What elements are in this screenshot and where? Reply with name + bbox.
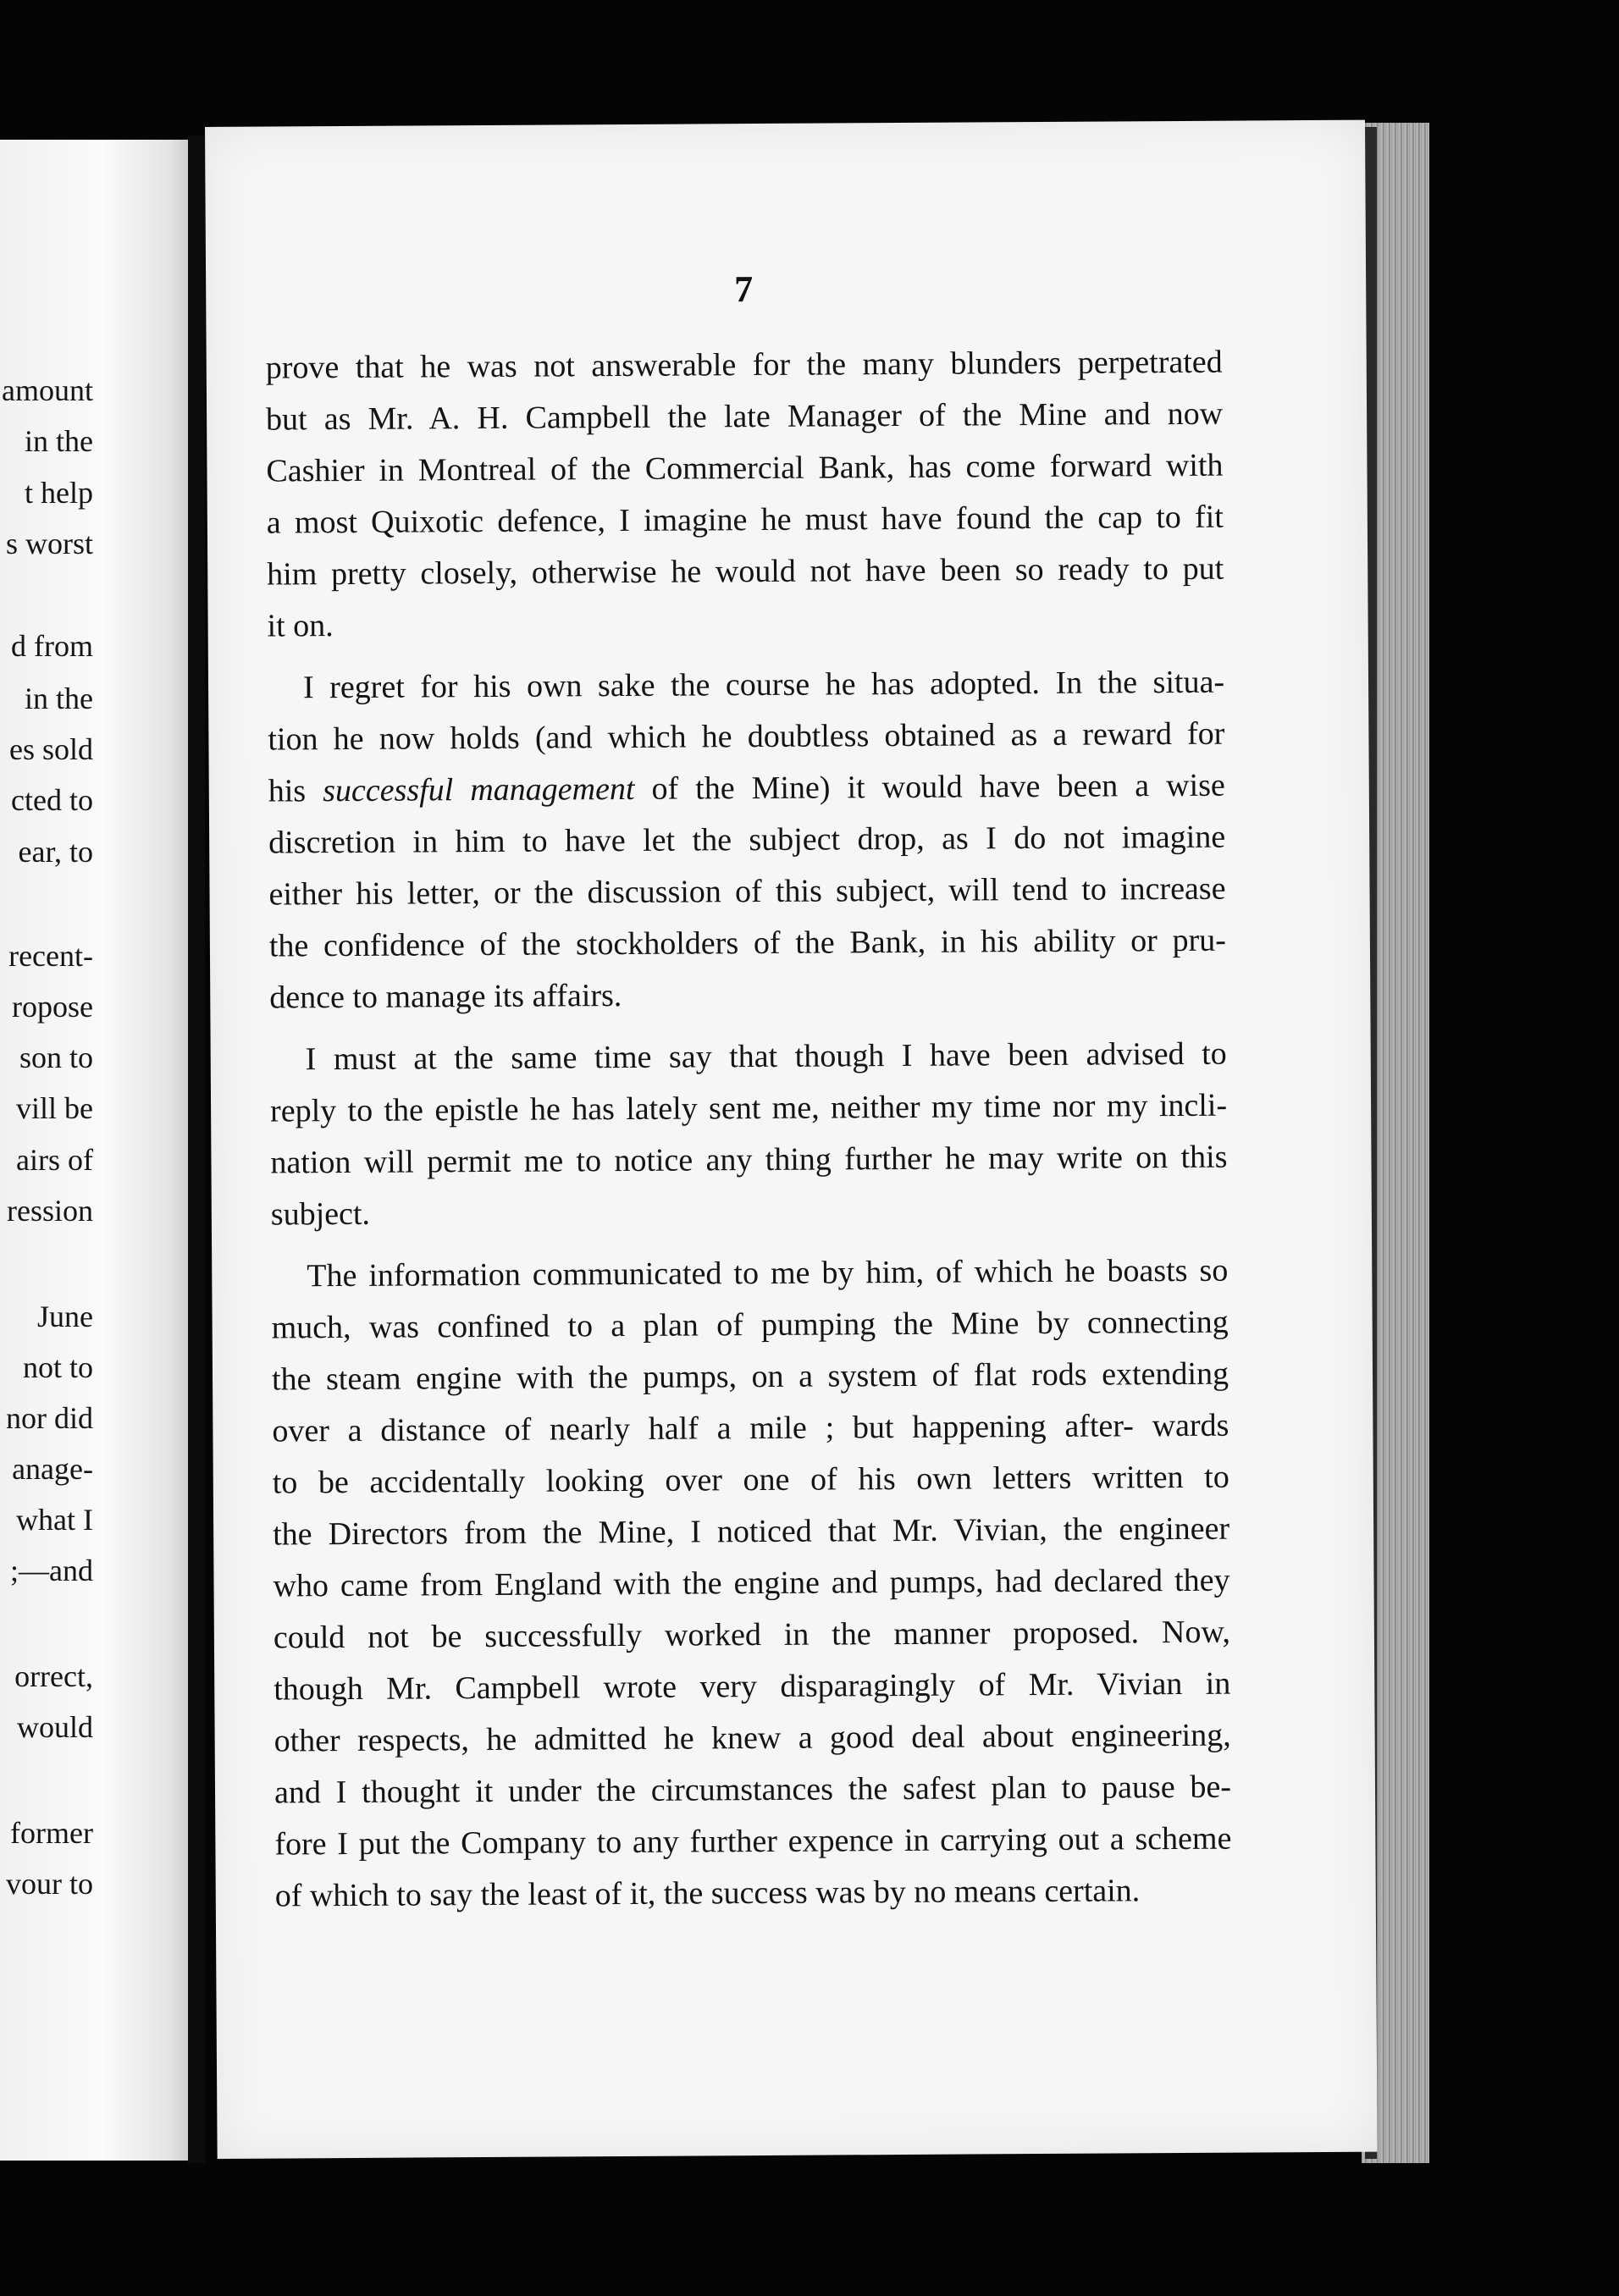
- text-line: the confidence of the stockholders of the Bank, in his ability or pru-: [268, 922, 1227, 964]
- text-line: discretion in him to have let the subject drop, as I do not imagine: [268, 819, 1226, 861]
- text-line: subject.: [270, 1195, 371, 1233]
- left-page-fragment: d from: [11, 629, 93, 663]
- text-line: either his letter, or the discussion of this subject, will tend to increase: [268, 870, 1226, 913]
- left-page-fragment: es sold: [9, 732, 93, 766]
- text-line: The information communicated to me by him, of which he boasts so: [307, 1252, 1229, 1294]
- text-line: and I thought it under the circumstances the safest plan to pause be-: [274, 1769, 1232, 1811]
- text-line: nation will permit me to notice any thing further he may write on this: [270, 1139, 1228, 1181]
- left-page-fragment: anage-: [12, 1452, 93, 1486]
- right-page: [205, 120, 1378, 2159]
- text-run: of the Mine) it would have been a wise: [634, 767, 1225, 807]
- left-page-fragment: ;—and: [10, 1554, 93, 1587]
- left-page-fragment: t help: [25, 476, 93, 510]
- text-line: tion he now holds (and which he doubtless obtained as a reward for: [268, 715, 1225, 758]
- text-line: who came from England with the engine and pumps, had declared they: [273, 1562, 1230, 1604]
- left-page-fragment: what I: [16, 1503, 93, 1537]
- text-line: reply to the epistle he has lately sent me, neither my time nor my incli-: [269, 1087, 1228, 1129]
- left-page-fragment: nor did: [6, 1401, 93, 1435]
- text-line: the Directors from the Mine, I noticed that Mr. Vivian, the engineer: [273, 1510, 1230, 1553]
- text-line: I regret for his own sake the course he has adopted. In the situa-: [302, 664, 1225, 706]
- text-line: the steam engine with the pumps, on a system of flat rods extending: [271, 1355, 1229, 1398]
- text-line-with-italic: [268, 760, 1225, 818]
- body-text: [266, 337, 1232, 1933]
- left-page-fragment: amount: [2, 373, 93, 407]
- left-page-fragment: airs of: [16, 1143, 93, 1177]
- left-facing-page: [0, 140, 188, 2161]
- text-line: him pretty closely, otherwise he would not have been so ready to put: [267, 550, 1224, 593]
- text-line: much, was confined to a plan of pumping the Mine by connecting: [271, 1304, 1229, 1346]
- text-line: it on.: [267, 608, 334, 644]
- text-line: to be accidentally looking over one of his own letters written to: [272, 1459, 1229, 1501]
- text-line: prove that he was not answerable for the many blunders perpetrated: [265, 344, 1223, 386]
- text-line: though Mr. Campbell wrote very disparagingly of Mr. Vivian in: [274, 1665, 1231, 1708]
- left-page-fragment: not to: [22, 1350, 93, 1384]
- left-page-fragment: would: [17, 1710, 93, 1744]
- text-line: of which to say the least of it, the success was by no means certain.: [274, 1873, 1141, 1914]
- left-page-fragment: June: [37, 1300, 93, 1333]
- text-line: over a distance of nearly half a mile ; but happening after- wards: [272, 1407, 1229, 1449]
- book-gutter: [188, 135, 205, 2163]
- text-line: a most Quixotic defence, I imagine he must have found the cap to fit: [266, 499, 1224, 541]
- text-line: I must at the same time say that though I have been advised to: [305, 1035, 1227, 1078]
- text-line: other respects, he admitted he knew a good deal about engineering,: [274, 1717, 1231, 1759]
- italic-emphasis: successful management: [323, 770, 635, 809]
- left-page-fragment: cted to: [11, 783, 93, 817]
- left-page-fragment: ression: [7, 1194, 93, 1228]
- page-number: 7: [734, 268, 754, 311]
- left-page-fragment: in the: [25, 682, 93, 715]
- text-line: Cashier in Montreal of the Commercial Bank, has come forward with: [266, 447, 1224, 489]
- text-line: could not be successfully worked in the manner proposed. Now,: [273, 1614, 1231, 1656]
- paragraph: [266, 337, 1224, 653]
- text-line: but as Mr. A. H. Campbell the late Manager of the Mine and now: [265, 395, 1224, 438]
- text-line: dence to manage its affairs.: [269, 978, 622, 1016]
- left-page-fragment: ropose: [12, 990, 93, 1024]
- left-page-fragment: recent-: [8, 939, 93, 973]
- paragraph: [268, 657, 1227, 1024]
- left-page-fragment: s worst: [5, 527, 93, 560]
- left-page-fragment: son to: [19, 1040, 93, 1074]
- text-run: his: [268, 773, 323, 809]
- paragraph: [271, 1245, 1232, 1923]
- left-page-fragment: orrect,: [14, 1659, 93, 1693]
- left-page-fragment: vour to: [6, 1867, 93, 1901]
- left-page-fragment: vill be: [16, 1091, 93, 1125]
- left-page-fragment: ear, to: [18, 835, 93, 869]
- paragraph: [270, 1029, 1228, 1241]
- left-page-fragment: former: [10, 1816, 93, 1850]
- text-line: fore I put the Company to any further expence in carrying out a scheme: [274, 1820, 1232, 1863]
- left-page-fragment: in the: [25, 424, 93, 458]
